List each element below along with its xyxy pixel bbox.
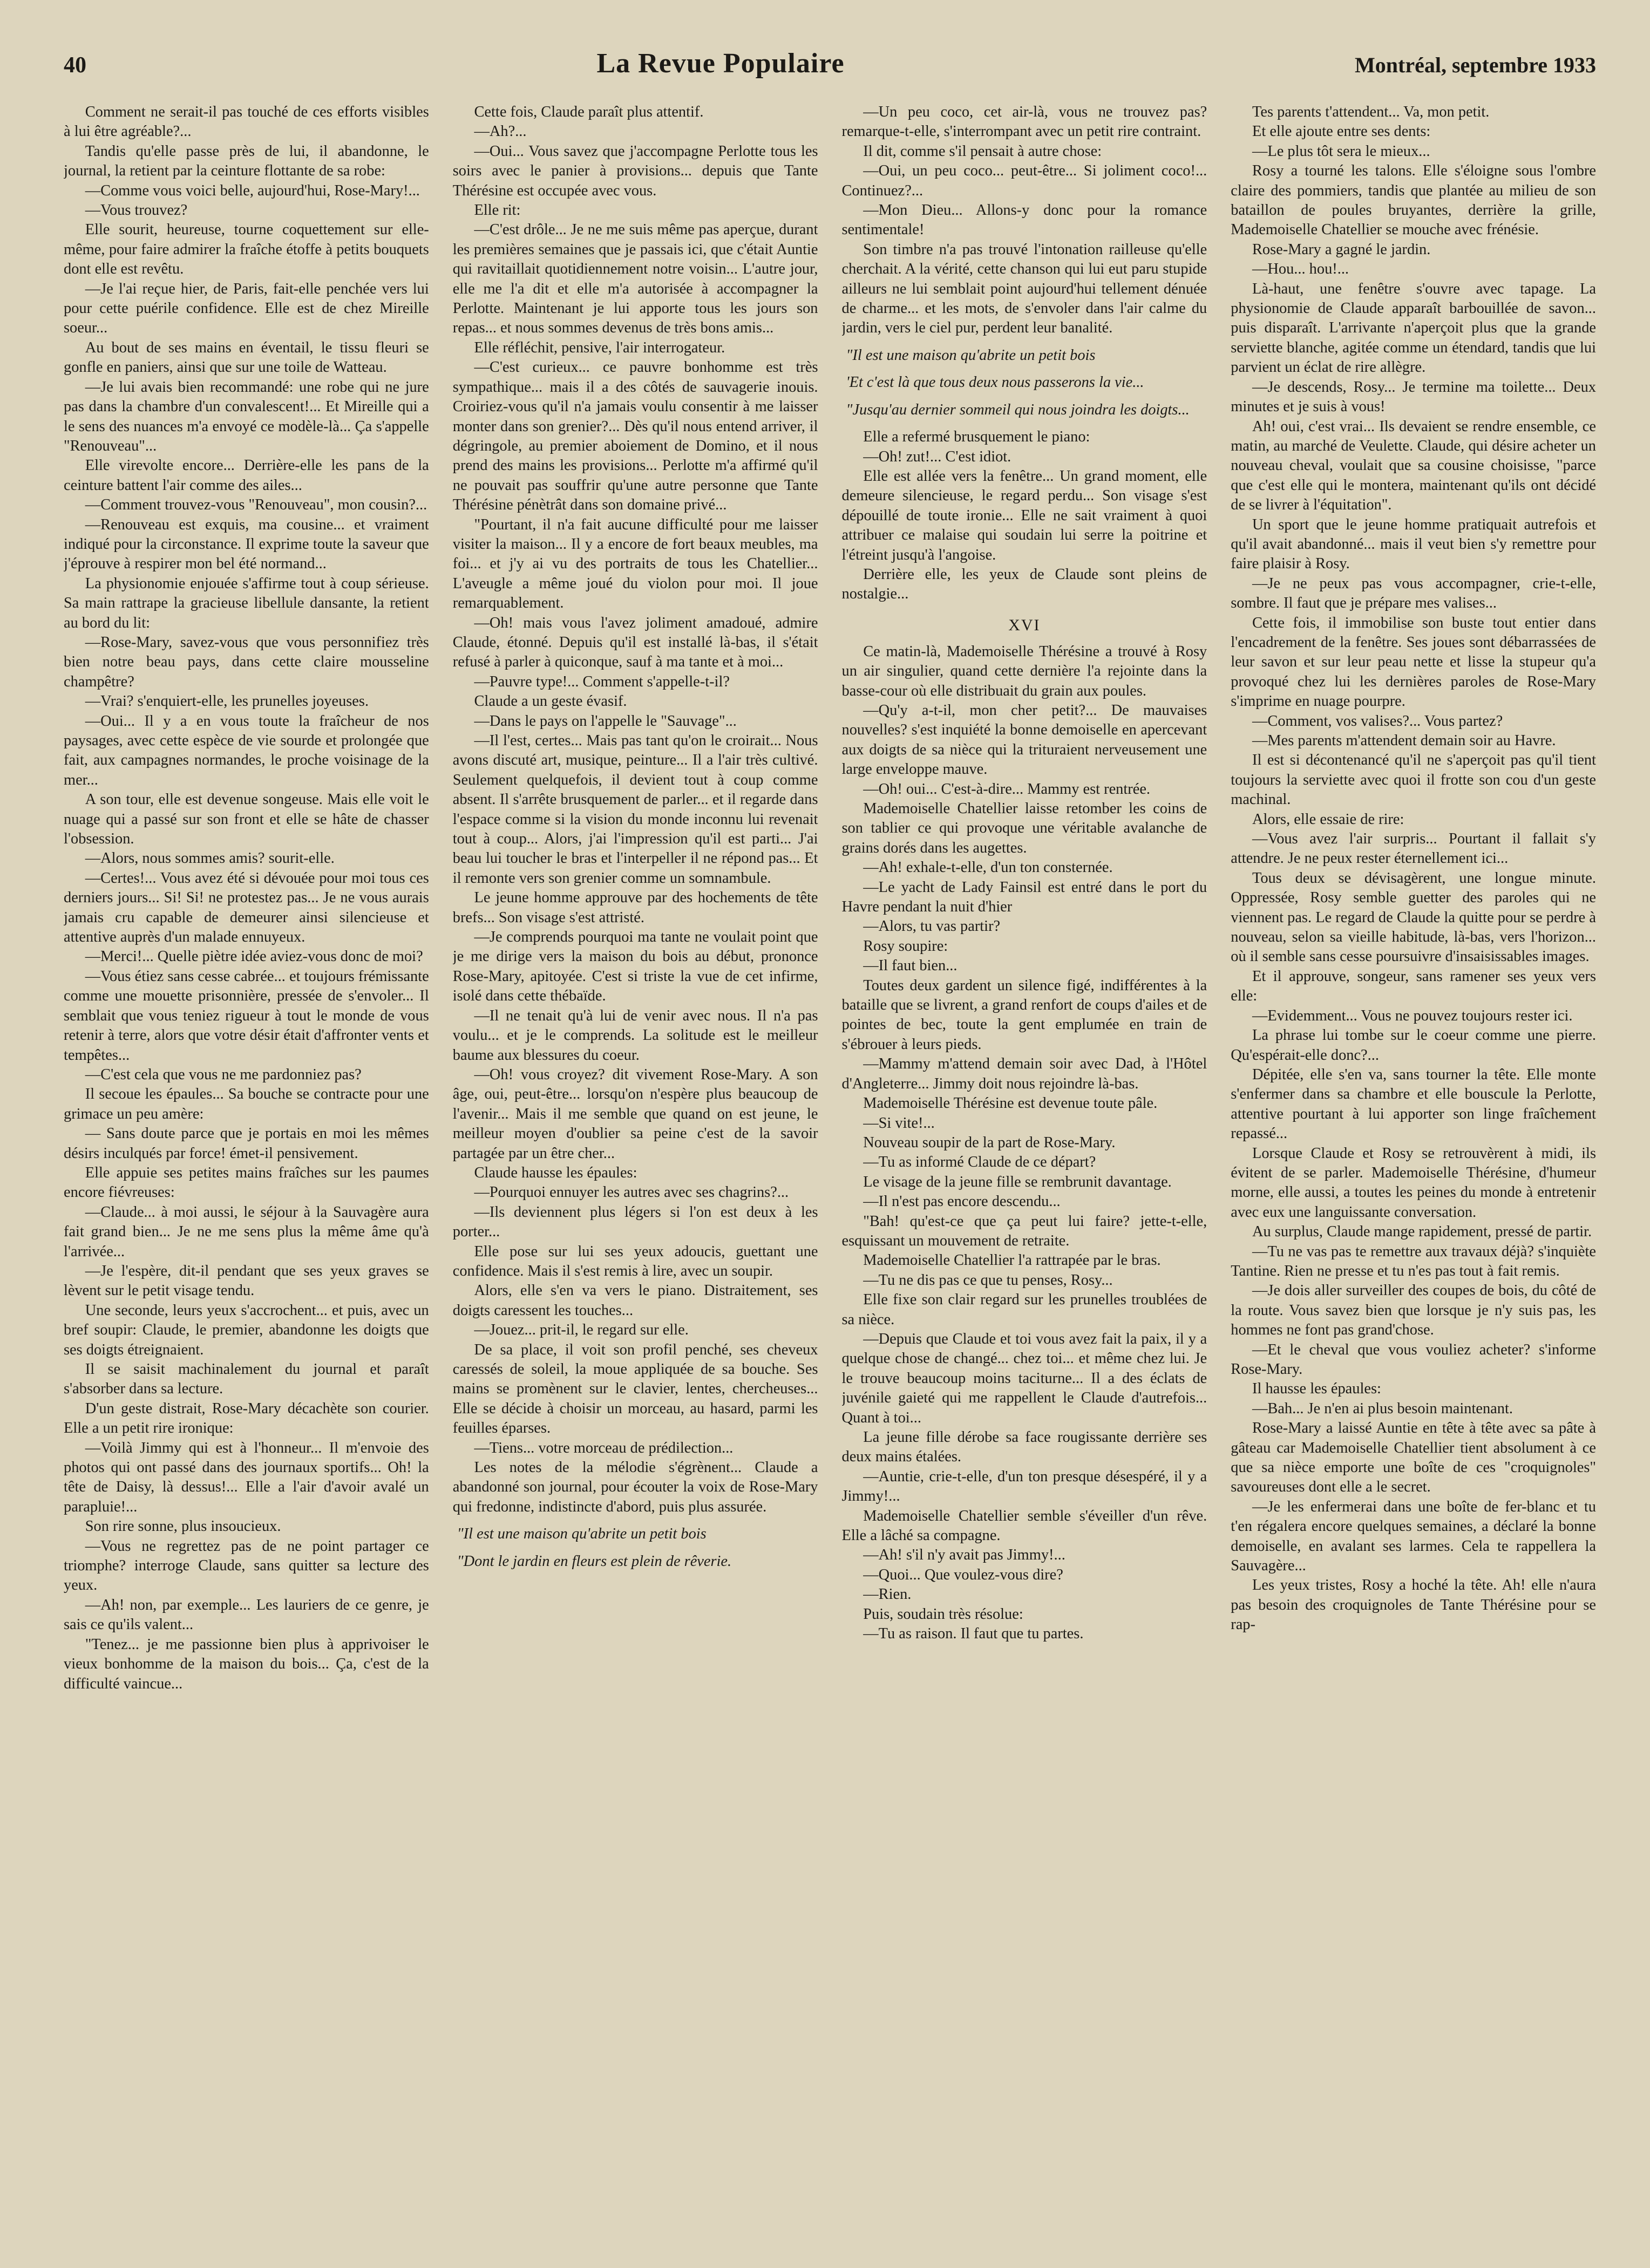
paragraph: —Tu as raison. Il faut que tu partes.: [863, 1625, 1084, 1643]
paragraph: —Alors, nous sommes amis? sourit-elle.: [85, 850, 335, 867]
paragraph: Claude a un geste évasif.: [474, 693, 627, 710]
paragraph: Claude hausse les épaules:: [474, 1164, 637, 1181]
paragraph: Comment ne serait-il pas touché de ces efforts visibles à lui être agréable?...: [64, 104, 429, 140]
paragraph: Dépitée, elle s'en va, sans tourner la tête. Elle monte s'enfermer dans sa chambre et elle bouscule la Perlotte, attentive pourtant à lui apporter son linge fraîchement repassé...: [1231, 1066, 1596, 1142]
paragraph: —Oh! vous croyez? dit vivement Rose-Mary. A son âge, oui, peut-être... lorsqu'on n'espère plus beaucoup de l'avenir... Mais il me semble que quand on est jeune, le meilleur moyen d'oublier sa peine c'est de la savoir partagée par un être cher...: [452, 1066, 818, 1162]
paragraph: —Comment, vos valises?... Vous partez?: [1252, 712, 1503, 730]
paragraph: Ah! oui, c'est vrai... Ils devaient se rendre ensemble, ce matin, au marché de Veulette. Claude, qui désire acheter un nouveau cheval, voulait que sa cousine choisisse, "parce que c'est elle qui le montera, maintenant qu'ils ont décidé de se livrer à l'équitation".: [1231, 418, 1596, 514]
paragraph: —Rien.: [863, 1586, 912, 1603]
paragraph: —Je lui avais bien recommandé: une robe qui ne jure pas dans la chambre d'un convalescent!... Et Mireille qui a le sens des nuances m'a envoyé ce modèle-là... Ça s'appelle "Renouveau"...: [64, 378, 429, 454]
paragraph: Il dit, comme s'il pensait à autre chose:: [863, 142, 1102, 160]
paragraph: D'un geste distrait, Rose-Mary décachète son courier. Elle a un petit rire ironique:: [64, 1400, 429, 1437]
journal-title: La Revue Populaire: [596, 48, 845, 79]
paragraph: —Depuis que Claude et toi vous avez fait la paix, il y a quelque chose de changé... chez toi... et même chez lui. Je le trouve beaucoup moins taciturne... Il a des éclats de juvénile gaieté qui me rappellent le Claude d'autrefois... Quant à toi...: [841, 1330, 1207, 1426]
paragraph: Derrière elle, les yeux de Claude sont pleins de nostalgie...: [841, 566, 1207, 603]
paragraph: —Hou... hou!...: [1252, 261, 1349, 278]
paragraph: —Il n'est pas encore descendu...: [863, 1193, 1061, 1210]
paragraph: La jeune fille dérobe sa face rougissante derrière ses deux mains étalées.: [841, 1429, 1207, 1466]
paragraph: Rose-Mary a laissé Auntie en tête à tête avec sa pâte à gâteau car Mademoiselle Chatellier tient absolument à ce que sa nièce emporte une boîte de ces "croquignoles" savoureuses dont elle a le secret.: [1231, 1420, 1596, 1496]
paragraph: —Tu as informé Claude de ce départ?: [863, 1154, 1096, 1171]
paragraph: Elle est allée vers la fenêtre... Un grand moment, elle demeure silencieuse, le regard perdu... Son visage s'est dépouillé de toute ironie... Elle ne sait vraiment à quoi attribuer ce malaise qui soudain lui serre la poitrine et l'étreint jusqu'à l'angoise.: [841, 467, 1207, 563]
paragraph: —Un peu coco, cet air-là, vous ne trouvez pas? remarque-t-elle, s'interrompant avec un petit rire contraint.: [841, 104, 1207, 140]
paragraph: "Bah! qu'est-ce que ça peut lui faire? jette-t-elle, esquissant un mouvement de retraite.: [841, 1213, 1207, 1249]
paragraph: Elle fixe son clair regard sur les prunelles troublées de sa nièce.: [841, 1291, 1207, 1328]
paragraph: —Tu ne vas pas te remettre aux travaux déjà? s'inquiète Tantine. Rien ne presse et tu n'es pas tout à fait remis.: [1231, 1243, 1596, 1279]
paragraph: —Oui, un peu coco... peut-être... Si joliment coco!... Continuez?...: [841, 162, 1207, 199]
paragraph: Tes parents t'attendent... Va, mon petit.: [1252, 104, 1490, 120]
paragraph: Au surplus, Claude mange rapidement, pressé de partir.: [1252, 1223, 1592, 1241]
paragraph: —Pourquoi ennuyer les autres avec ses chagrins?...: [474, 1184, 789, 1201]
paragraph: —Ils deviennent plus légers si l'on est deux à les porter...: [452, 1203, 818, 1241]
paragraph: Nouveau soupir de la part de Rose-Mary.: [863, 1134, 1116, 1151]
paragraph: —Bah... Je n'en ai plus besoin maintenant.: [1252, 1400, 1513, 1417]
song-verse: "Dont le jardin en fleurs est plein de rêverie.: [457, 1552, 732, 1570]
paragraph: —Merci!... Quelle piètre idée aviez-vous donc de moi?: [85, 948, 423, 965]
paragraph: —Je ne peux pas vous accompagner, crie-t-elle, sombre. Il faut que je prépare mes valises...: [1231, 575, 1596, 612]
paragraph: Elle appuie ses petites mains fraîches sur les paumes encore fiévreuses:: [64, 1164, 429, 1201]
column-4: [1231, 103, 1596, 2246]
paragraph: —Vous trouvez?: [85, 202, 188, 219]
chapter-number: XVI: [1008, 616, 1041, 634]
paragraph: —Evidemment... Vous ne pouvez toujours rester ici.: [1252, 1007, 1573, 1024]
paragraph: Toutes deux gardent un silence figé, indifférentes à la bataille que se livrent, a grand renfort de coups d'ailes et de pointes de bec, toute la gent emplumée en train de s'ébrouer à leurs pieds.: [841, 977, 1207, 1053]
paragraph: —Certes!... Vous avez été si dévouée pour moi tous ces derniers jours... Si! Si! ne protestez pas... Je ne vous aurais jamais cru capable de demeurer ainsi silencieuse et attentive auprès d'un malade ennuyeux.: [64, 869, 429, 946]
paragraph: Et elle ajoute entre ses dents:: [1252, 123, 1431, 140]
song-verse: "Il est une maison qu'abrite un petit bois: [846, 346, 1096, 364]
paragraph: Rose-Mary a gagné le jardin.: [1252, 241, 1431, 258]
paragraph: "Tenez... je me passionne bien plus à apprivoiser le vieux bonhomme de la maison du bois... Ça, c'est de la difficulté vaincue...: [64, 1636, 429, 1692]
paragraph: Elle a refermé brusquement le piano:: [863, 428, 1090, 446]
paragraph: —C'est drôle... Je ne me suis même pas aperçue, durant les premières semaines que je passais ici, que c'était Auntie qui ravitaillait quotidiennement notre voisin... L'autre jour, elle me l'a dit et elle m'a autorisée à accompagner la Perlotte. Maintenant je lui apporte tous les jours son repas... et nous sommes devenus de très bons amis...: [452, 221, 818, 337]
paragraph: —Oh! zut!... C'est idiot.: [863, 448, 1011, 465]
paragraph: —C'est curieux... ce pauvre bonhomme est très sympathique... mais il a des côtés de sauvagerie inouis. Croiriez-vous qu'il n'a jamais voulu consentir à me laisser monter dans son grenier?... Dès qu'il nous entend arriver, il dégringole, au premier aboiement de Domino, et il nous prend des mains les provisions... Perlotte m'a affirmé qu'il ne pouvait pas souffrir qu'une autre personne que Tante Thérésine pénètrât dans son domaine privé...: [452, 359, 818, 514]
column-1: [64, 103, 429, 2246]
song-verse: "Il est une maison qu'abrite un petit bois: [457, 1525, 707, 1543]
paragraph: —Oui... Il y a en vous toute la fraîcheur de nos paysages, avec cette espèce de vie sourde et prolongée que fait, aux campagnes normandes, le proche voisinage de la mer...: [64, 712, 429, 788]
paragraph: —Je l'espère, dit-il pendant que ses yeux graves se lèvent sur le petit visage tendu.: [64, 1262, 429, 1299]
paragraph: Alors, elle essaie de rire:: [1252, 811, 1404, 828]
paragraph: —Rose-Mary, savez-vous que vous personnifiez très bien notre beau pays, dans cette claire mousseline champêtre?: [64, 634, 429, 690]
paragraph: Rosy a tourné les talons. Elle s'éloigne sous l'ombre claire des pommiers, tandis que plantée au milieu de son bataillon de poules bruyantes, derrière la grille, Mademoiselle Chatellier se mouche avec frénésie.: [1231, 162, 1596, 239]
song-verse: "Jusqu'au dernier sommeil qui nous joindra les doigts...: [846, 401, 1190, 418]
paragraph: Il se saisit machinalement du journal et paraît s'absorber dans sa lecture.: [64, 1361, 429, 1398]
paragraph: —Le yacht de Lady Fainsil est entré dans le port du Havre pendant la nuit d'hier: [841, 878, 1207, 916]
paragraph: —Ah! s'il n'y avait pas Jimmy!...: [863, 1547, 1065, 1564]
paragraph: —Mes parents m'attendent demain soir au Havre.: [1252, 732, 1556, 749]
paragraph: Il hausse les épaules:: [1252, 1380, 1381, 1398]
paragraph: Alors, elle s'en va vers le piano. Distraitement, ses doigts caressent les touches...: [452, 1282, 818, 1319]
paragraph: —Tiens... votre morceau de prédilection...: [474, 1439, 734, 1456]
paragraph: Tous deux se dévisagèrent, une longue minute. Oppressée, Rosy semble guetter des paroles qui ne viennent pas. Le regard de Claude la quitte pour se perdre à nouveau, selon sa vieille habitude, là-bas, vers l'horizon... où il semble sans cesse poursuivre d'insaisissables images.: [1231, 869, 1596, 965]
paragraph: Son timbre n'a pas trouvé l'intonation railleuse qu'elle cherchait. A la vérité, cette chanson qui lui eut paru stupide ailleurs ne lui semblait point aujourd'hui tellement dénuée de charme... et les mots, de s'envoler dans l'air calme du jardin, vers le ciel pur, perdent leur banalité.: [841, 241, 1207, 337]
paragraph: —Si vite!...: [863, 1114, 935, 1132]
paragraph: Et il approuve, songeur, sans ramener ses yeux vers elle:: [1231, 968, 1596, 1005]
paragraph: Elle pose sur lui ses yeux adoucis, guettant une confidence. Mais il s'est remis à lire, avec un soupir.: [452, 1243, 818, 1279]
paragraph: —Et le cheval que vous vouliez acheter? s'informe Rose-Mary.: [1231, 1341, 1596, 1378]
paragraph: Un sport que le jeune homme pratiquait autrefois et qu'il avait abandonné... mais il veut bien s'y remettre pour faire plaisir à Rosy.: [1231, 516, 1596, 573]
paragraph: Cette fois, il immobilise son buste tout entier dans l'encadrement de la fenêtre. Ses joues sont débarrassées de leur savon et sur leur peau nette et lisse la stupeur qu'a provoqué chez lui les dernières paroles de Rose-Mary s'imprime en nuage pourpre.: [1231, 614, 1596, 710]
paragraph: Rosy soupire:: [863, 937, 948, 955]
paragraph: —Alors, tu vas partir?: [863, 918, 1001, 935]
paragraph: —Dans le pays on l'appelle le "Sauvage"...: [474, 712, 737, 730]
paragraph: —Oh! oui... C'est-à-dire... Mammy est rentrée.: [863, 780, 1151, 798]
column-3: [842, 103, 1207, 2246]
paragraph: Le visage de la jeune fille se rembrunit davantage.: [863, 1173, 1172, 1190]
paragraph: Mademoiselle Thérésine est devenue toute pâle.: [863, 1095, 1158, 1112]
paragraph: Cette fois, Claude paraît plus attentif.: [474, 104, 704, 120]
paragraph: —Vous avez l'air surpris... Pourtant il fallait s'y attendre. Je ne peux rester éternellement ici...: [1231, 830, 1596, 867]
paragraph: Les notes de la mélodie s'égrènent... Claude a abandonné son journal, pour écouter la voix de Rose-Mary qui fredonne, indistincte d'abord, puis plus assurée.: [452, 1459, 818, 1515]
article-columns: [64, 103, 1596, 2246]
paragraph: Les yeux tristes, Rosy a hoché la tête. Ah! elle n'aura pas besoin des croquignoles de Tante Thérésine pour se rap-: [1231, 1577, 1596, 1633]
paragraph: —Qu'y a-t-il, mon cher petit?... De mauvaises nouvelles? s'est inquiété la bonne demoiselle en apercevant aux doigts de sa nièce qui la trituraient nerveusement une large enveloppe mauve.: [841, 701, 1207, 778]
paragraph: —Il ne tenait qu'à lui de venir avec nous. Il n'a pas voulu... et je le comprends. La solitude est le meilleur baume aux blessures du coeur.: [452, 1007, 818, 1064]
paragraph: Là-haut, une fenêtre s'ouvre avec tapage. La physionomie de Claude apparaît barbouillée de savon... puis disparaît. L'arrivante n'aperçoit plus que la grande serviette blanche, agitée comme un étendard, tandis que lui parvient un éclat de rire allègre.: [1231, 280, 1596, 376]
issue-dateline: Montréal, septembre 1933: [1355, 53, 1596, 77]
paragraph: —C'est cela que vous ne me pardonniez pas?: [85, 1066, 362, 1083]
paragraph: —Oh! mais vous l'avez joliment amadoué, admire Claude, étonné. Depuis qu'il est installé là-bas, il s'était refusé à parler à quiconque, sauf à ma tante et à moi...: [452, 614, 818, 671]
paragraph: —Je les enfermerai dans une boîte de fer-blanc et tu t'en régalera encore quelques semaines, a déclaré la bonne demoiselle, en avalant ses larmes. Cela te rappellera la Sauvagère...: [1231, 1498, 1596, 1575]
paragraph: "Pourtant, il n'a fait aucune difficulté pour me laisser visiter la maison... Il y a encore de fort beaux meubles, ma foi... et j'y ai vu des portraits de tous les Chatellier... L'aveugle a même joué du violon pour moi. Il joue remarquablement.: [452, 516, 818, 612]
paragraph: —Mon Dieu... Allons-y donc pour la romance sentimentale!: [841, 202, 1207, 239]
paragraph: A son tour, elle est devenue songeuse. Mais elle voit le nuage qui a passé sur son front et elle se hâte de chasser l'obsession.: [64, 791, 429, 848]
paragraph: —Je comprends pourquoi ma tante ne voulait point que je me dirige vers la maison du bois au début, prononce Rose-Mary, apitoyée. C'est si triste la vue de cet infirme, isolé dans cette thébaïde.: [452, 929, 818, 1005]
paragraph: —Ah! non, par exemple... Les lauriers de ce genre, je sais ce qu'ils valent...: [64, 1596, 429, 1633]
paragraph: —Renouveau est exquis, ma cousine... et vraiment indiqué pour la circonstance. Il exprime toute la saveur que j'éprouve à respirer mon bel été normand...: [64, 516, 429, 573]
page-number: 40: [64, 53, 86, 78]
paragraph: Tandis qu'elle passe près de lui, il abandonne, le journal, la retient par la ceinture flottante de sa robe:: [64, 142, 429, 180]
paragraph: —Je descends, Rosy... Je termine ma toilette... Deux minutes et je suis à vous!: [1231, 378, 1596, 416]
paragraph: —Vous ne regrettez pas de ne point partager ce triomphe? interroge Claude, sans quitter sa lecture des yeux.: [64, 1537, 429, 1594]
song-verse: 'Et c'est là que tous deux nous passerons la vie...: [846, 374, 1144, 391]
paragraph: Lorsque Claude et Rosy se retrouvèrent à midi, ils évitent de se parler. Mademoiselle Thérésine, d'humeur morne, elle aussi, a toutes les peines du monde à entretenir avec eux une languissante conversation.: [1231, 1145, 1596, 1221]
paragraph: —Je dois aller surveiller des coupes de bois, du côté de la route. Vous savez bien que lorsque je n'y suis pas, les hommes ne font pas grand'chose.: [1231, 1282, 1596, 1339]
paragraph: Elle réfléchit, pensive, l'air interrogateur.: [474, 339, 725, 356]
paragraph: —Vrai? s'enquiert-elle, les prunelles joyeuses.: [85, 693, 369, 710]
paragraph: —Comme vous voici belle, aujourd'hui, Rose-Mary!...: [85, 182, 420, 199]
paragraph: —Claude... à moi aussi, le séjour à la Sauvagère aura fait grand bien... Je ne me sens plus la même âme qu'à l'arrivée...: [64, 1203, 429, 1260]
paragraph: Mademoiselle Chatellier laisse retomber les coins de son tablier ce qui provoque une véritable avalanche de grains dorés dans les augettes.: [841, 800, 1207, 856]
paragraph: Il est si décontenancé qu'il ne s'aperçoit pas qu'il tient toujours la serviette avec quoi il frotte son cou d'un geste machinal.: [1231, 752, 1596, 808]
paragraph: Une seconde, leurs yeux s'accrochent... et puis, avec un bref soupir: Claude, le premier, abandonne les doigts que ses doigts étreignaient.: [64, 1302, 429, 1358]
paragraph: —Pauvre type!... Comment s'appelle-t-il?: [474, 673, 730, 690]
paragraph: —Mammy m'attend demain soir avec Dad, à l'Hôtel d'Angleterre... Jimmy doit nous rejoindre là-bas.: [841, 1055, 1207, 1092]
paragraph: Elle sourit, heureuse, tourne coquettement sur elle-même, pour faire admirer la fraîche étoffe à petits bouquets dont elle est revêtu.: [64, 221, 429, 278]
paragraph: Elle virevolte encore... Derrière-elle les pans de la ceinture battent l'air comme des ailes...: [64, 457, 429, 494]
running-head: [64, 47, 1596, 85]
paragraph: —Oui... Vous savez que j'accompagne Perlotte tous les soirs avec le panier à provisions... depuis que Tante Thérésine est occupée avec vous.: [452, 142, 818, 199]
paragraph: —Je l'ai reçue hier, de Paris, fait-elle penchée vers lui pour cette puérile confidence. Elle est de chez Mireille soeur...: [64, 280, 429, 337]
paragraph: Mademoiselle Chatellier l'a rattrapée par le bras.: [863, 1252, 1161, 1269]
paragraph: —Jouez... prit-il, le regard sur elle.: [474, 1322, 689, 1339]
paragraph: —Comment trouvez-vous "Renouveau", mon cousin?...: [85, 496, 427, 514]
paragraph: —Ah! exhale-t-elle, d'un ton consternée.: [863, 859, 1113, 876]
paragraph: Elle rit:: [474, 202, 521, 219]
paragraph: —Le plus tôt sera le mieux...: [1252, 142, 1430, 160]
paragraph: Le jeune homme approuve par des hochements de tête brefs... Son visage s'est attristé.: [452, 889, 818, 926]
paragraph: Il secoue les épaules... Sa bouche se contracte pour une grimace un peu amère:: [64, 1086, 429, 1122]
paragraph: Puis, soudain très résolue:: [863, 1605, 1023, 1623]
paragraph: —Tu ne dis pas ce que tu penses, Rosy...: [863, 1271, 1113, 1289]
paragraph: Son rire sonne, plus insoucieux.: [85, 1518, 281, 1535]
paragraph: — Sans doute parce que je portais en moi les mêmes désirs inculqués par force! émet-il pensivement.: [64, 1125, 429, 1162]
paragraph: —Auntie, crie-t-elle, d'un ton presque désespéré, il y a Jimmy!...: [841, 1468, 1207, 1505]
paragraph: —Voilà Jimmy qui est à l'honneur... Il m'envoie des photos qui ont passé dans des journaux sportifs... Oh! la tête de Daisy, là dessus!... Elle a l'air d'avoir avalé un parapluie!...: [64, 1439, 429, 1515]
paragraph: Mademoiselle Chatellier semble s'éveiller d'un rêve. Elle a lâché sa compagne.: [841, 1507, 1207, 1544]
paragraph: —Il faut bien...: [863, 957, 958, 975]
paragraph: La phrase lui tombe sur le coeur comme une pierre. Qu'espérait-elle donc?...: [1231, 1027, 1596, 1064]
paragraph: —Quoi... Que voulez-vous dire?: [863, 1566, 1063, 1583]
paragraph: —Vous étiez sans cesse cabrée... et toujours frémissante comme une mouette prisonnière, pressée de s'envoler... Il semblait que vous teniez rigueur à tout le monde de vous retenir à terre, alors que votre désir était d'affronter vents et tempêtes...: [64, 968, 429, 1064]
paragraph: La physionomie enjouée s'affirme tout à coup sérieuse. Sa main rattrape la gracieuse libellule dansante, la retient au bord du lit:: [64, 575, 429, 631]
column-2: [453, 103, 818, 2246]
paragraph: De sa place, il voit son profil penché, ses cheveux caressés de soleil, la moue appliquée de sa bouche. Ses mains se promènent sur le clavier, lentes, chercheuses... Elle se décide à choisir un morceau, au hasard, parmi les feuilles éparses.: [452, 1341, 818, 1437]
paragraph: —Il l'est, certes... Mais pas tant qu'on le croirait... Nous avons discuté art, musique, peinture... Il a l'air très cultivé. Seulement quelquefois, il devient tout à coup comme absent. Il s'arrête brusquement de parler... et il regarde dans l'espace comme si la vision du monde inconnu lui revenait tout à coup... Alors, j'ai l'impression qu'il est parti... J'ai beau lui toucher le bras et l'interpeller il ne répond pas... Et il remonte vers son grenier comme un somnambule.: [452, 732, 818, 887]
paragraph: Ce matin-là, Mademoiselle Thérésine a trouvé à Rosy un air singulier, quand cette dernière l'a rejointe dans la basse-cour où elle distribuait du grain aux poules.: [841, 643, 1207, 699]
paragraph: —Ah?...: [474, 123, 527, 140]
paragraph: Au bout de ses mains en éventail, le tissu fleuri se gonfle en paniers, ainsi que sur une toile de Watteau.: [64, 339, 429, 376]
